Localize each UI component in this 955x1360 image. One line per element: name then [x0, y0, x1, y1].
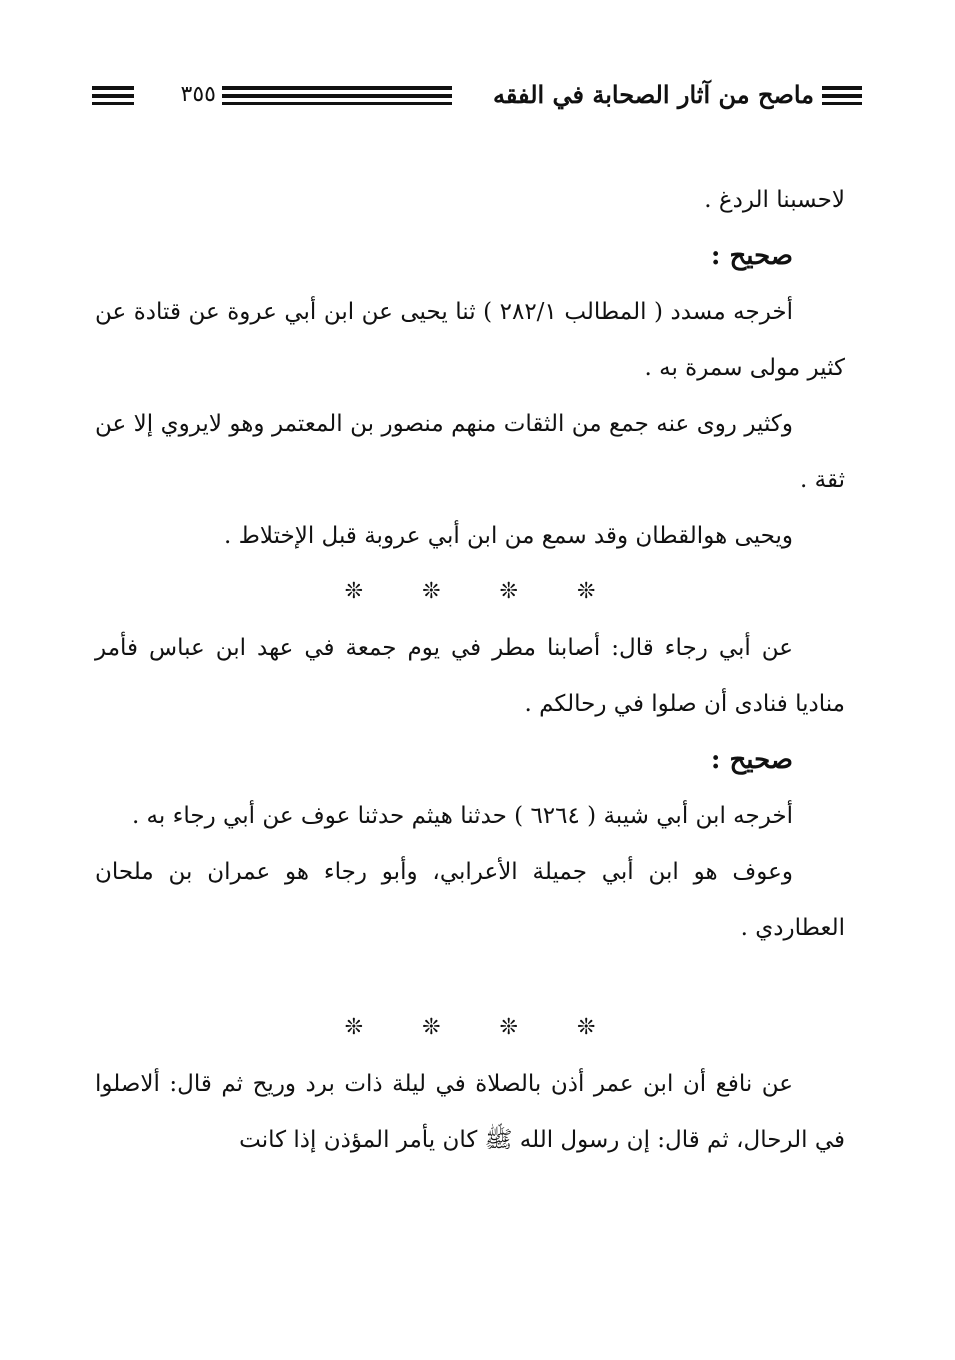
page-number: ٣٥٥	[175, 80, 222, 110]
paragraph: عن أبي رجاء قال: أصابنا مطر في يوم جمعة في عهد ابن عباس فأمر مناديا فنادى أن صلوا في رحالكم .	[95, 635, 845, 717]
section-divider	[95, 564, 845, 620]
paragraph: وكثير روى عنه جمع من الثقات منهم منصور بن المعتمر وهو لايروي إلا عن ثقة .	[95, 411, 845, 493]
grading-heading: صحيح :	[710, 745, 793, 775]
header-rule	[198, 86, 452, 90]
star-ornament: ❊	[344, 579, 364, 604]
star-ornament: ❊	[344, 1015, 364, 1040]
paragraph: أخرجه مسدد ( المطالب ٢٨٢/١ ) ثنا يحيى عن ابن أبي عروة عن قتادة عن كثير مولى سمرة به .	[95, 299, 845, 381]
star-ornament: ❊	[422, 1015, 441, 1040]
header-rule	[816, 86, 862, 90]
section-divider	[95, 1000, 845, 1056]
star-ornament: ❊	[422, 579, 441, 604]
page-body	[95, 172, 845, 1168]
header-rule	[92, 94, 134, 98]
header-rule	[92, 102, 134, 105]
grading-heading: صحيح :	[710, 241, 793, 271]
star-ornament: ❊	[576, 579, 596, 604]
paragraph: وعوف هو ابن أبي جميلة الأعرابي، وأبو رجاء هو عمران بن ملحان العطاردي .	[95, 859, 845, 941]
spacer	[95, 956, 845, 1000]
header-rule	[198, 94, 452, 98]
header-rule	[816, 94, 862, 98]
star-ornament: ❊	[499, 579, 518, 604]
running-title: ماصح من آثار الصحابة في الفقه	[485, 80, 822, 110]
star-ornament: ❊	[576, 1015, 596, 1040]
paragraph: ويحيى هوالقطان وقد سمع من ابن أبي عروبة قبل الإختلاط .	[223, 523, 793, 549]
header-rule	[816, 102, 862, 105]
paragraph: عن نافع أن ابن عمر أذن بالصلاة في ليلة ذات برد وريح ثم قال: ألاصلوا في الرحال، ثم قال: إن رسول الله ﷺ كان يأمر المؤذن إذا كانت	[95, 1071, 845, 1153]
header-rule	[92, 86, 134, 90]
star-ornament: ❊	[499, 1015, 518, 1040]
header-rule	[198, 102, 452, 105]
page-header	[92, 78, 862, 114]
paragraph: أخرجه ابن أبي شيبة ( ٦٢٦٤ ) حدثنا هيثم حدثنا عوف عن أبي رجاء به .	[131, 803, 793, 829]
continuation-line: لاحسبنا الردغ .	[704, 187, 845, 213]
